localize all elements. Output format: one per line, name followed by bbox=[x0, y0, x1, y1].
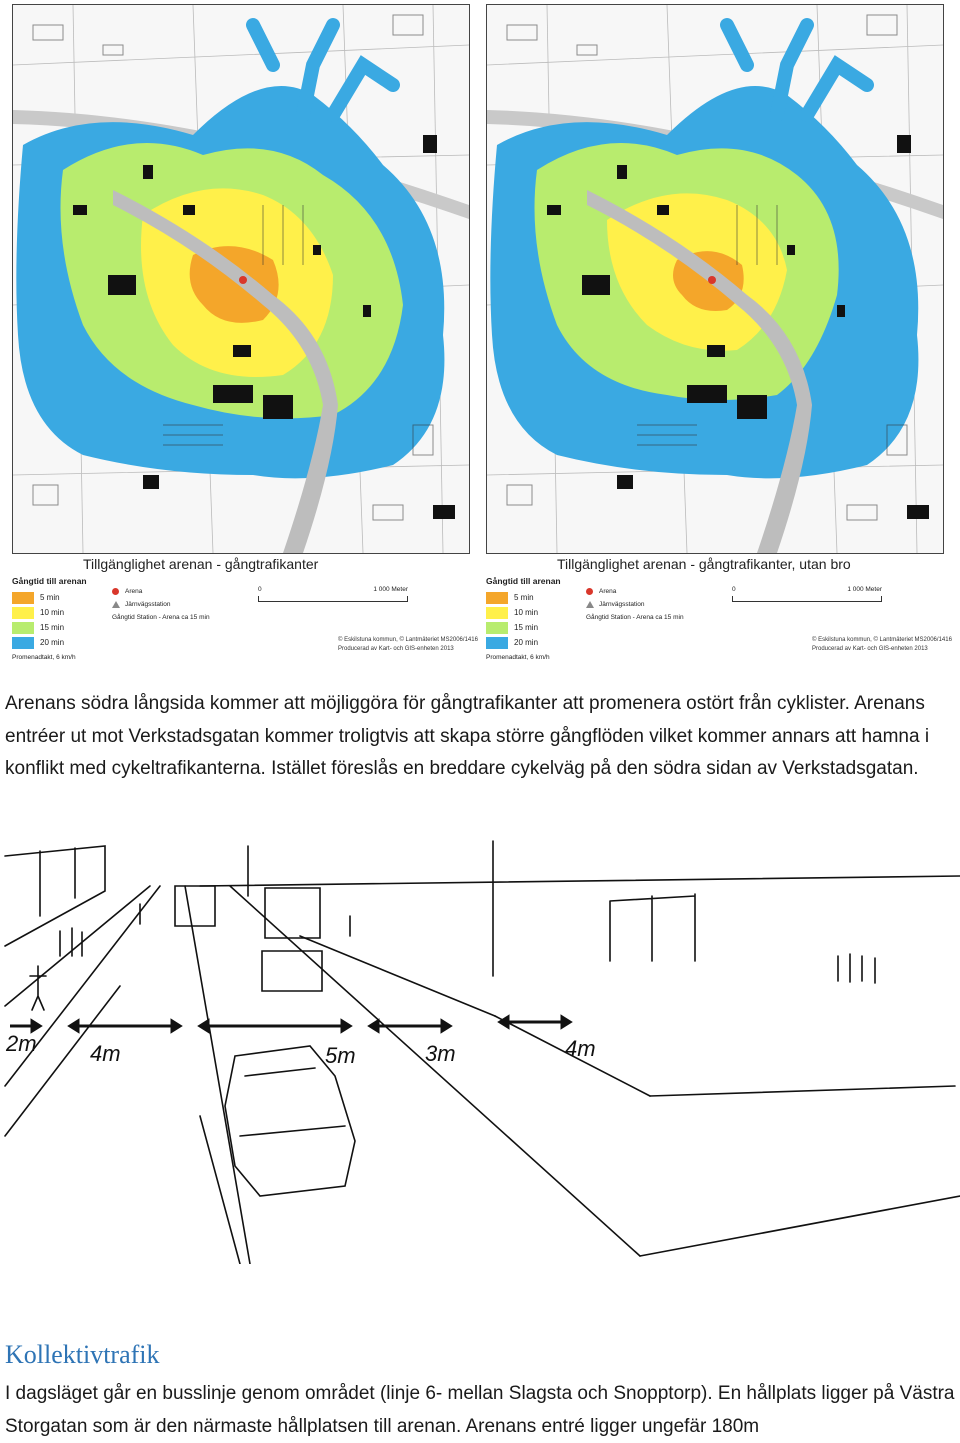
scale-start: 0 bbox=[258, 586, 262, 593]
map-credit bbox=[812, 636, 952, 654]
credit-line: © Eskilstuna kommun, © Lantmäteriet MS2006/1416 bbox=[338, 637, 478, 643]
symbol-label: Arena bbox=[125, 588, 143, 595]
legend-label: 20 min bbox=[40, 638, 65, 647]
dimension-label: 4m bbox=[90, 1041, 121, 1066]
symbol-row bbox=[112, 585, 210, 598]
legend-footnote: Promenadtakt, 6 km/h bbox=[12, 654, 76, 661]
symbol-note: Gångtid Station - Arena ca 15 min bbox=[586, 614, 684, 621]
station-marker-icon bbox=[112, 601, 120, 608]
legend-title: Gångtid till arenan bbox=[486, 576, 561, 586]
scale-bar bbox=[732, 586, 882, 602]
symbol-row bbox=[586, 611, 684, 624]
symbol-label: Arena bbox=[599, 588, 617, 595]
legend-row bbox=[486, 620, 586, 635]
arena-marker-icon bbox=[586, 588, 593, 595]
legend-label: 15 min bbox=[514, 623, 539, 632]
legend-row bbox=[486, 635, 586, 650]
map-title: Tillgänglighet arenan - gångtrafikanter bbox=[83, 556, 319, 572]
symbol-row bbox=[112, 598, 210, 611]
legend-swatch bbox=[486, 592, 508, 604]
body-paragraph: Arenans södra långsida kommer att möjliggöra för gångtrafikanter att promenera ostört från cyklister. Arenans entréer ut mot Verkstadsgatan kommer troligtvis att skapa större gångflöden vilket kommer annars att hamna i konflikt med cykeltrafikanterna. Istället föreslås en breddare cykelväg på den södra sidan av Verkstadsgatan. bbox=[5, 693, 930, 779]
legend-swatch bbox=[12, 607, 34, 619]
symbol-row bbox=[586, 585, 684, 598]
legend-title: Gångtid till arenan bbox=[12, 576, 87, 586]
scale-end: 1 000 Meter bbox=[373, 586, 408, 593]
legend-swatch bbox=[12, 637, 34, 649]
credit-line: Producerad av Kart- och GIS-enheten 2013 bbox=[338, 646, 454, 652]
legend-row bbox=[12, 620, 112, 635]
legend-row bbox=[486, 590, 586, 605]
scale-end: 1 000 Meter bbox=[847, 586, 882, 593]
map-panel-without-bridge bbox=[482, 0, 954, 660]
legend-label: 5 min bbox=[514, 593, 534, 602]
accessibility-map bbox=[486, 4, 944, 554]
dimension-label: 2m bbox=[6, 1031, 37, 1056]
symbol-label: Järnvägsstation bbox=[125, 601, 171, 608]
legend-label: 20 min bbox=[514, 638, 539, 647]
section-heading: Kollektivtrafik bbox=[5, 1340, 160, 1369]
map-graphic bbox=[487, 5, 943, 553]
scale-bar bbox=[258, 586, 408, 602]
legend-row bbox=[12, 635, 112, 650]
map-credit bbox=[338, 636, 478, 654]
legend-label: 10 min bbox=[514, 608, 539, 617]
symbol-row bbox=[586, 598, 684, 611]
credit-line: © Eskilstuna kommun, © Lantmäteriet MS2006/1416 bbox=[812, 637, 952, 643]
station-marker-icon bbox=[586, 601, 594, 608]
legend-swatch bbox=[12, 592, 34, 604]
legend-swatch bbox=[12, 622, 34, 634]
map-legend bbox=[12, 576, 112, 661]
map-graphic bbox=[13, 5, 469, 553]
arena-marker-icon bbox=[112, 588, 119, 595]
street-section-sketch bbox=[0, 836, 960, 1264]
scale-start: 0 bbox=[732, 586, 736, 593]
legend-label: 5 min bbox=[40, 593, 60, 602]
scale-line bbox=[258, 596, 408, 602]
dimension-label: 3m bbox=[425, 1041, 456, 1066]
symbol-row bbox=[112, 611, 210, 624]
symbol-label: Järnvägsstation bbox=[599, 601, 645, 608]
legend-row bbox=[12, 605, 112, 620]
dimension-label: 5m bbox=[325, 1043, 356, 1068]
legend-label: 15 min bbox=[40, 623, 65, 632]
legend-label: 10 min bbox=[40, 608, 65, 617]
map-panel-with-bridge bbox=[8, 0, 480, 660]
body-paragraph: I dagsläget går en busslinje genom området (linje 6- mellan Slagsta och Snopptorp). En hållplats ligger på Västra Storgatan som är den närmaste hållplatsen till arenan. Arenans entré ligger ungefär 180m bbox=[5, 1383, 955, 1437]
accessibility-map bbox=[12, 4, 470, 554]
legend-row bbox=[12, 590, 112, 605]
dimension-label: 4m bbox=[565, 1036, 596, 1061]
legend-swatch bbox=[486, 637, 508, 649]
map-symbols bbox=[586, 585, 684, 624]
legend-swatch bbox=[486, 622, 508, 634]
map-legend bbox=[486, 576, 586, 661]
legend-swatch bbox=[486, 607, 508, 619]
symbol-note: Gångtid Station - Arena ca 15 min bbox=[112, 614, 210, 621]
legend-row bbox=[486, 605, 586, 620]
map-title: Tillgänglighet arenan - gångtrafikanter, utan bro bbox=[557, 556, 851, 572]
map-symbols bbox=[112, 585, 210, 624]
legend-footnote: Promenadtakt, 6 km/h bbox=[486, 654, 550, 661]
scale-line bbox=[732, 596, 882, 602]
credit-line: Producerad av Kart- och GIS-enheten 2013 bbox=[812, 646, 928, 652]
